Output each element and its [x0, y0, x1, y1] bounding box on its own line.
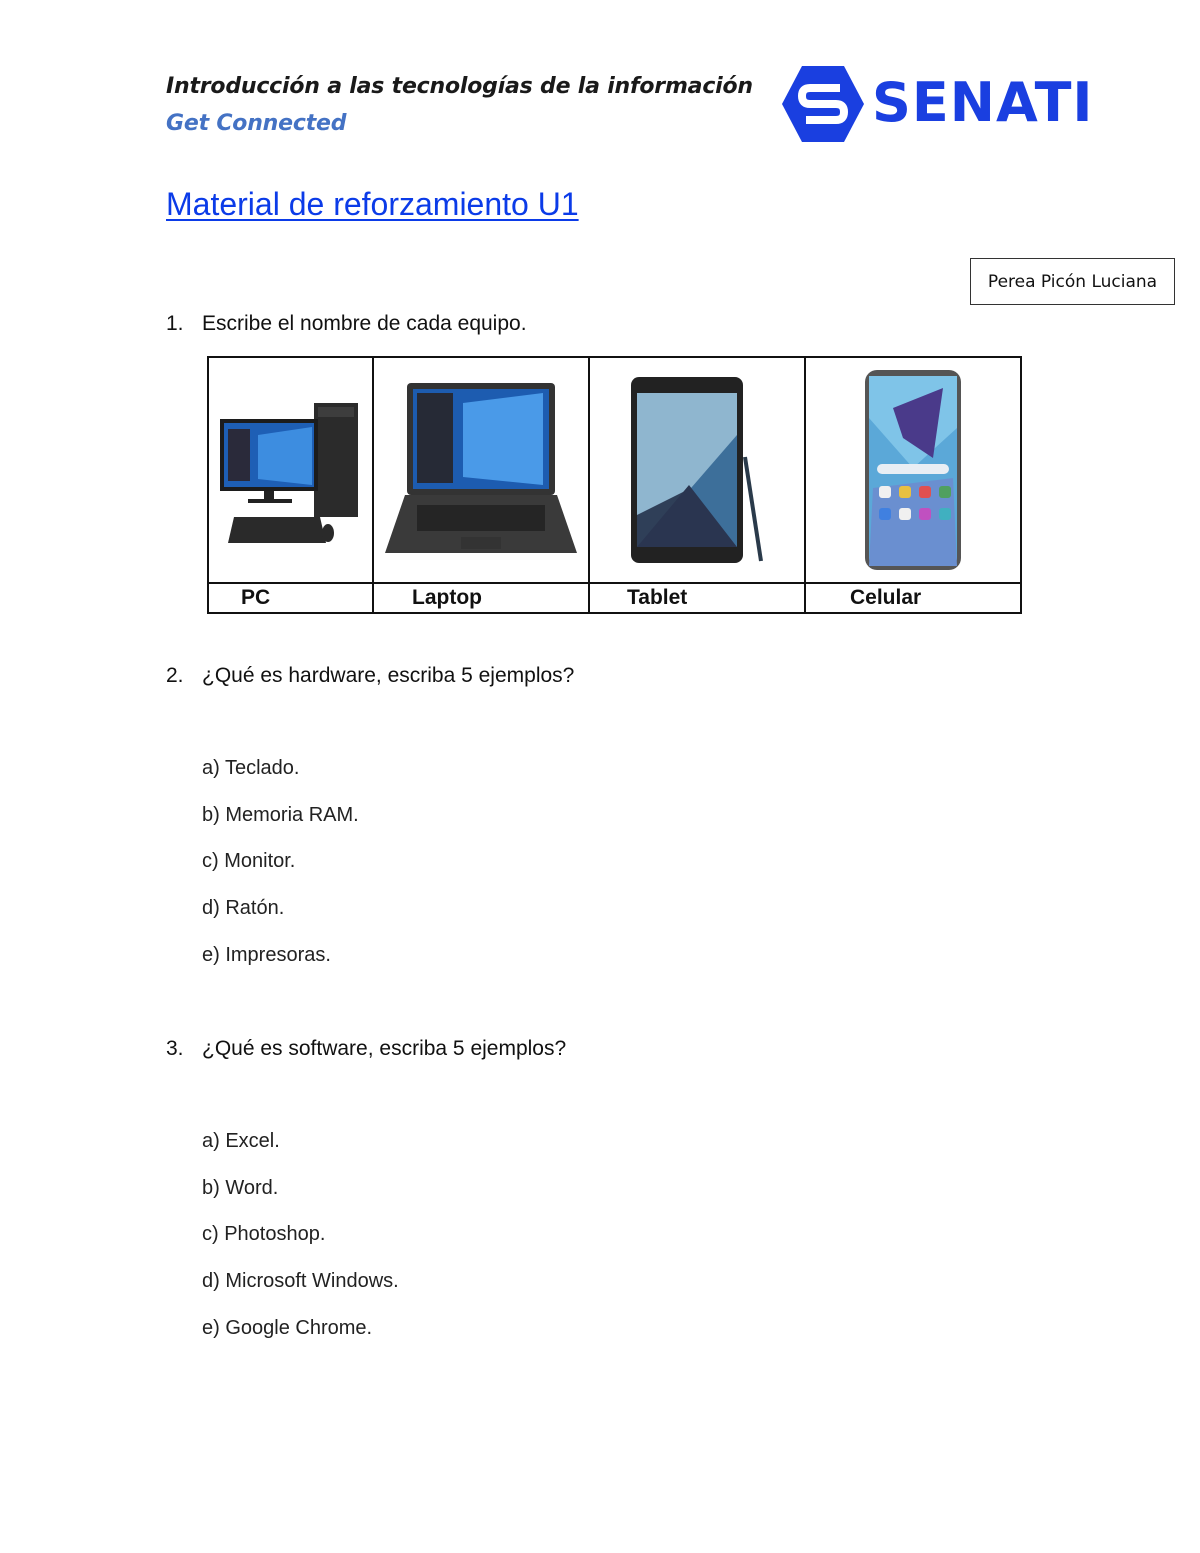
answer-item: d) Microsoft Windows. [202, 1270, 399, 1292]
device-label-cell-tablet [589, 583, 805, 613]
question-1 [166, 312, 527, 336]
device-label-pc: PC [241, 586, 271, 609]
answer-item: e) Google Chrome. [202, 1317, 373, 1339]
device-label-tablet: Tablet [627, 586, 688, 609]
answer-item: b) Memoria RAM. [202, 804, 359, 826]
question-2 [166, 664, 574, 688]
senati-logo [780, 64, 1094, 144]
smartphone-icon [863, 368, 963, 572]
device-image-cell-pc [208, 357, 373, 583]
student-name-box [970, 258, 1175, 305]
device-label-cell-laptop [373, 583, 589, 613]
desktop-pc-icon [218, 395, 364, 545]
senati-logo-icon [780, 64, 866, 144]
question-2-number: 2. [166, 664, 184, 687]
device-label-smartphone: Celular [850, 586, 922, 609]
answer-item: a) Excel. [202, 1130, 280, 1152]
answer-item: c) Photoshop. [202, 1223, 326, 1245]
laptop-icon [383, 381, 579, 559]
question-3-number: 3. [166, 1037, 184, 1060]
course-title: Introducción a las tecnologías de la información [166, 74, 753, 99]
student-name: Perea Picón Luciana [987, 271, 1158, 292]
question-2-text: ¿Qué es hardware, escriba 5 ejemplos? [202, 664, 575, 687]
answer-item: c) Monitor. [202, 850, 296, 872]
device-image-cell-tablet [589, 357, 805, 583]
device-label-cell-smartphone [805, 583, 1021, 613]
question-1-text: Escribe el nombre de cada equipo. [202, 312, 527, 335]
course-subtitle: Get Connected [166, 111, 347, 136]
tablet-icon [629, 375, 765, 565]
answer-item: b) Word. [202, 1177, 279, 1199]
devices-table [207, 356, 1022, 614]
device-image-cell-laptop [373, 357, 589, 583]
answer-item: e) Impresoras. [202, 944, 331, 966]
device-label-cell-pc [208, 583, 373, 613]
question-1-number: 1. [166, 312, 184, 335]
answer-item: d) Ratón. [202, 897, 285, 919]
document-title: Material de reforzamiento U1 [166, 186, 579, 222]
answer-item: a) Teclado. [202, 757, 300, 779]
device-image-cell-smartphone [805, 357, 1021, 583]
senati-logo-text: SENATI [872, 71, 1094, 134]
device-label-laptop: Laptop [412, 586, 482, 609]
question-3 [166, 1037, 566, 1061]
question-3-text: ¿Qué es software, escriba 5 ejemplos? [202, 1037, 567, 1060]
